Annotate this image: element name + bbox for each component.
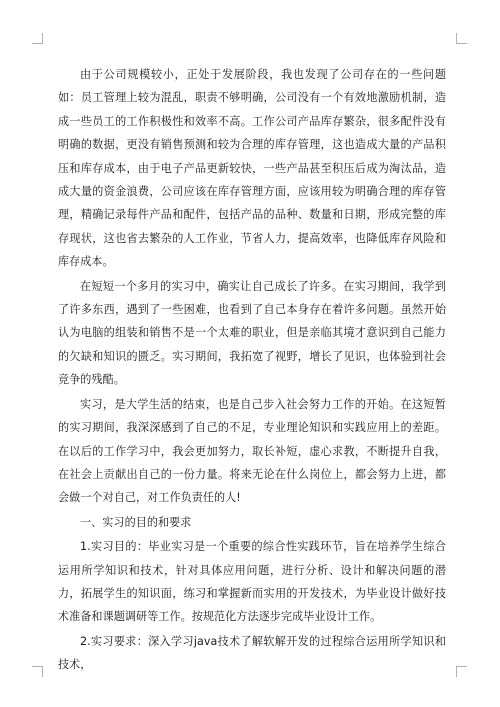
document-body bbox=[58, 63, 446, 677]
paragraph-internship-reflection: 实习，是大学生活的结束，也是自己步入社会努力工作的开始。在这短暂的实习期间，我深深感到了自己的不足，专业理论知识和实践应用上的差距。在以后的工作学习中，我会更加努力，取长补短，虚心求教，不断提升自我，在社会上贡献出自己的一份力量。将来无论在什么岗位上，都会努力上进，都会做一个对自己，对工作负责任的人! bbox=[58, 397, 446, 505]
paragraph-company-problems: 由于公司规模较小，正处于发展阶段，我也发现了公司存在的一些问题如：员工管理上较为混乱，职责不够明确，公司没有一个有效地激励机制，造成一些员工的工作积极性和效率不高。工作公司产品库存繁杂，很多配件没有明确的数据，更没有销售预测和较为合理的库存管理，这也造成大量的产品积压和库存成本，由于电子产品更新较快，一些产品甚至积压后成为淘汰品，造成大量的资金浪费，公司应该在库存管理方面，应该用较为明确合理的库存管理，精确记录每件产品和配件，包括产品的品种、数量和日期，形成完整的库存现状，这也省去繁杂的人工作业，节省人力，提高效率，也降低库存风险和库存成本。 bbox=[58, 68, 446, 269]
corner-mark-bottom-right bbox=[456, 666, 467, 677]
section-heading-purpose: 一、实习的目的和要求 bbox=[80, 515, 192, 529]
paragraph-internship-requirements: 2.实习要求：深入学习java技术了解软解开发的过程综合运用所学知识和技术， bbox=[58, 634, 446, 672]
corner-mark-top-left bbox=[32, 33, 43, 44]
corner-mark-top-right bbox=[456, 33, 467, 44]
corner-mark-bottom-left bbox=[32, 666, 43, 677]
paragraph-internship-growth: 在短短一个多月的实习中，确实让自己成长了许多。在实习期间，我学到了许多东西，遇到了一些困难，也看到了自己本身存在着许多问题。虽然开始认为电脑的组装和销售不是一个太难的职业，但是亲临其境才意识到自己能力的欠缺和知识的匮乏。实习期间，我拓宽了视野，增长了见识，也体验到社会竞争的残酷。 bbox=[58, 279, 446, 387]
paragraph-internship-purpose: 1.实习目的：毕业实习是一个重要的综合性实践环节，旨在培养学生综合运用所学知识和技术，针对具体应用问题，进行分析、设计和解决问题的潜力，拓展学生的知识面，练习和掌握新而实用的开发技术，为毕业设计做好技术准备和课题调研等工作。按规范化方法逐步完成毕业设计工作。 bbox=[58, 540, 446, 624]
